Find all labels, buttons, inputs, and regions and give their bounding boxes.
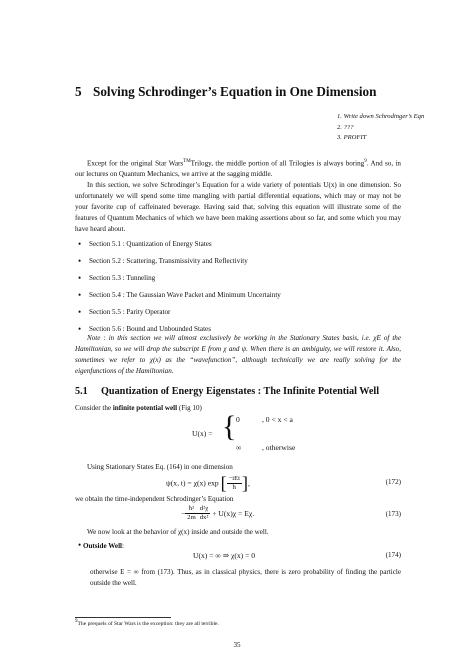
case-2-condition: , otherwise: [262, 443, 296, 452]
footnote-text: The prequels of Star Wars is the exception: they are all terrible.: [77, 620, 219, 627]
intro-paragraph-1: [75, 157, 401, 180]
page-number: 35: [233, 641, 241, 649]
list-item: • Section 5.2 : Scattering, Transmissivity and Reflectivity: [75, 256, 401, 273]
obtain-line: we obtain the time-independent Schrodinger’s Equation: [75, 495, 234, 503]
equation-174: U(x) = ∞ ⇒ χ(x) = 0: [193, 551, 256, 560]
eq173-rest: + U(x)χ = Eχ.: [212, 509, 255, 518]
case-2-value: ∞: [236, 443, 242, 452]
bracket-open: [: [220, 473, 227, 493]
eq173-f2-numerator: d²χ: [198, 505, 211, 514]
case-1-value: 0: [236, 415, 240, 424]
case-1-condition: , 0 < x < a: [262, 415, 293, 424]
equation-173: [181, 505, 254, 522]
eq172-fraction: [227, 475, 242, 492]
equation-172: [166, 473, 250, 494]
consider-text: (Fig 10): [177, 404, 202, 412]
section-list: [75, 239, 401, 341]
using-line: Using Stationary States Eq. (164) in one dimension: [87, 463, 233, 471]
footnote-mark: 9: [75, 619, 78, 624]
epigraph-line: 2. ???: [337, 123, 354, 131]
equation-number-174: (174): [385, 551, 401, 559]
consider-bold: infinite potential well: [112, 404, 178, 412]
bracket-close: ]: [242, 473, 249, 493]
epigraph: [337, 112, 424, 144]
subsection-title: Quantization of Energy Eigenstates : The Infinite Potential Well: [101, 386, 380, 397]
eq172-numerator: −iEt: [228, 475, 241, 482]
epigraph-line: 3. PROFIT: [337, 134, 367, 141]
list-item: • Section 5.4 : The Gaussian Wave Packet and Minimum Uncertainty: [75, 290, 401, 307]
equation-number-173: (173): [385, 510, 401, 518]
trademark-mark: TM: [183, 159, 191, 164]
outside-well-colon: :: [122, 542, 125, 550]
footnote-ref[interactable]: 9: [364, 159, 367, 164]
consider-line: [75, 403, 401, 414]
otherwise-paragraph: otherwise E = ∞ from (173). Thus, as in classical physics, there is zero probability of finding the particle outside the well.: [90, 568, 401, 587]
intro-text: Trilogy, the middle portion of all Trilogies is always boring: [190, 159, 365, 168]
intro-text: . And so, in our lectures on Quantum Mechanics, we arrive at the sagging middle.: [75, 159, 401, 179]
eq172-lhs: ψ(x, t) = χ(x) exp: [166, 478, 219, 488]
eq173-fraction-1: [185, 505, 197, 522]
epigraph-line: 1. Write down Schrodinger’s Eqn: [337, 113, 425, 120]
list-item: • Section 5.1 : Quantization of Energy States: [75, 239, 401, 256]
note-paragraph: Note : in this section we will almost exclusively be working in the Stationary States basis, i.e. χE of the Hamiltonian, so we will drop the subscript E from χ and ψ. When there is an ambiguity, we will restore it. Also, sometimes we refer to χ(x) as the “wavefunction”, although technically we are really solving for the eigenfunctions of the Hamiltonian.: [75, 334, 401, 375]
subsection-heading: [75, 386, 379, 397]
list-item: • Section 5.3 : Tunneling: [75, 273, 401, 290]
intro-text: Except for the original Star Wars: [87, 159, 184, 168]
subsection-number: 5.1: [75, 386, 88, 397]
eq173-minus: −: [181, 509, 186, 518]
consider-text: Consider the: [75, 404, 113, 412]
footnote: [75, 619, 219, 627]
section-title: Solving Schrodinger’s Equation in One Dimension: [93, 84, 377, 99]
outside-well-bullet: [78, 540, 124, 550]
bullet-dot: •: [78, 540, 82, 550]
outside-well-label: Outside Well: [82, 542, 123, 550]
eq173-f1-denominator: 2m: [187, 514, 196, 521]
potential-lhs: U(x) =: [192, 429, 213, 438]
behavior-line: We now look at the behavior of χ(x) inside and outside the well.: [87, 528, 269, 536]
eq173-f1-numerator: ħ²: [185, 505, 197, 514]
list-item: • Section 5.6 : Bound and Unbounded States: [75, 324, 401, 341]
intro-paragraph-2: In this section, we solve Schrodinger’s Equation for a wide variety of potentials U(x) in one dimension. So unfortunately we will spend some time mangling with partial differential equations, which may or may not be your favorite cup of caffeinated beverage. Having said that, solving this equation will illustrate some of the features of Quantum Mechanics of which we have been making assertions about so far, and some which you may have heard about.: [75, 181, 401, 233]
list-item: • Section 5.5 : Parity Operator: [75, 307, 401, 324]
section-heading: [75, 84, 376, 100]
left-brace: {: [222, 410, 237, 443]
footnote-rule: [75, 617, 171, 618]
comma: ,: [248, 479, 250, 488]
eq172-denominator: ħ: [232, 484, 236, 491]
eq173-fraction-2: [198, 505, 211, 522]
eq173-f2-denominator: dx²: [199, 514, 209, 521]
equation-number-172: (172): [385, 478, 401, 486]
section-number: 5: [75, 84, 82, 99]
